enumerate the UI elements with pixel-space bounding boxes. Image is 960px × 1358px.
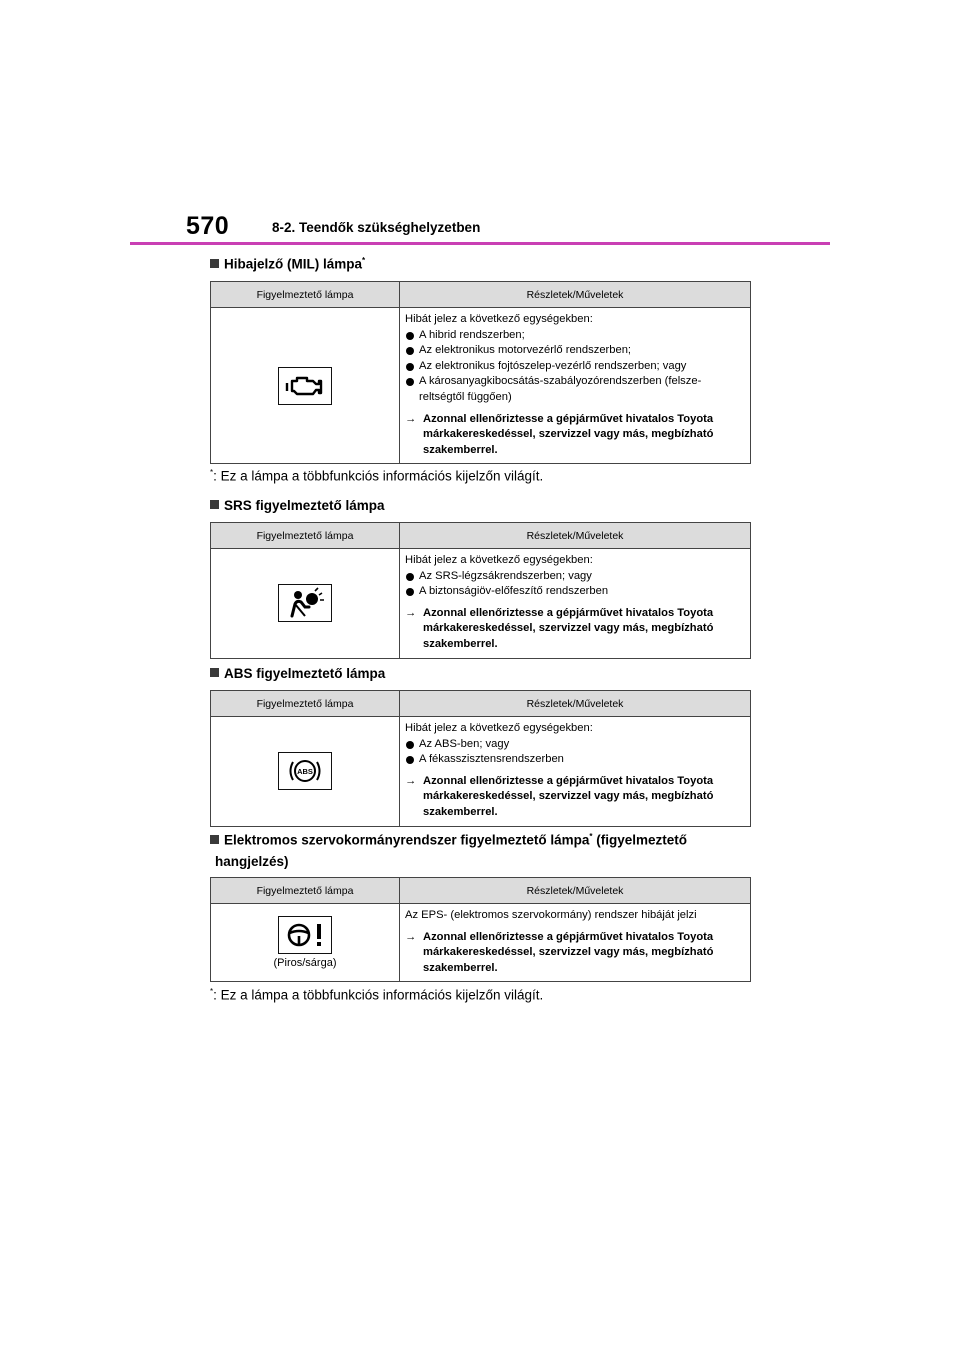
srs-details: Hibát jelez a következő egységekben: Az SRS-légzsákrendszerben; vagy A biztonságiöv-előfeszítő rendszerben → Azonnal ellenőriztesse a gépjárművet hivatalos Toyota márkakereskedéssel, szervizzel vagy más, megbízható szakemberrel. <box>400 549 751 659</box>
column-header-details: Részletek/Műveletek <box>400 878 751 904</box>
section-title-mil: Hibajelző (MIL) lámpa* <box>210 256 365 272</box>
srs-table <box>210 522 751 659</box>
arrow-icon: → <box>405 606 417 619</box>
abs-icon <box>278 752 332 790</box>
abs-table <box>210 690 751 827</box>
square-bullet-icon <box>210 259 219 268</box>
icon-caption: (Piros/sárga) <box>273 957 337 970</box>
page-header <box>130 212 830 248</box>
list-item: Az elektronikus fojtószelep-vezérlő rendszerben; vagy <box>405 359 744 375</box>
list-item: Az SRS-légzsákrendszerben; vagy <box>405 569 744 585</box>
eps-steering-warning-icon <box>278 916 332 954</box>
action-text: → Azonnal ellenőriztesse a gépjárművet hivatalos Toyota márkakereskedéssel, szervizzel vagy más, megbízható szakemberrel. <box>405 412 714 456</box>
column-header-lamp: Figyelmeztető lámpa <box>211 691 400 717</box>
action-text: → Azonnal ellenőriztesse a gépjárművet hivatalos Toyota márkakereskedéssel, szervizzel vagy más, megbízható szakemberrel. <box>405 930 714 974</box>
eps-table <box>210 877 751 982</box>
arrow-icon: → <box>405 774 417 787</box>
abs-details: Hibát jelez a következő egységekben: Az ABS-ben; vagy A fékasszisztensrendszerben → Azonnal ellenőriztesse a gépjárművet hivatalos Toyota márkakereskedéssel, szervizzel vagy más, megbízható szakemberrel. <box>400 717 751 827</box>
chapter-title: 8-2. Teendők szükséghelyzetben <box>272 220 481 235</box>
square-bullet-icon <box>210 835 219 844</box>
arrow-icon: → <box>405 930 417 943</box>
list-item: A biztonságiöv-előfeszítő rendszerben <box>405 584 744 600</box>
mil-details: Hibát jelez a következő egységekben: A hibrid rendszerben; Az elektronikus motorvezérlő rendszerben; Az elektronikus fojtószelep-vezérlő rendszerben; vagy A károsanyagkibocsátás-szabályozórendszerben (felsze-reltségtől függően) → Azonnal ellenőriztesse a gépjárművet hivatalos Toyota márkakereskedéssel, szervizzel vagy más, megbízható szakemberrel. <box>400 308 751 464</box>
header-rule <box>130 242 830 245</box>
mil-table <box>210 281 751 464</box>
square-bullet-icon <box>210 500 219 509</box>
check-engine-icon <box>278 367 332 405</box>
arrow-icon: → <box>405 412 417 425</box>
eps-details: Az EPS- (elektromos szervokormány) rendszer hibáját jelzi → Azonnal ellenőriztesse a gépjárművet hivatalos Toyota márkakereskedéssel, szervizzel vagy más, megbízható szakemberrel. <box>400 904 751 982</box>
list-item: A hibrid rendszerben; <box>405 328 744 344</box>
list-item: Az elektronikus motorvezérlő rendszerben; <box>405 343 744 359</box>
square-bullet-icon <box>210 668 219 677</box>
section-title-srs: SRS figyelmeztető lámpa <box>210 498 385 513</box>
action-text: → Azonnal ellenőriztesse a gépjárművet hivatalos Toyota márkakereskedéssel, szervizzel vagy más, megbízható szakemberrel. <box>405 774 714 818</box>
list-item: Az ABS-ben; vagy <box>405 737 744 753</box>
page-number: 570 <box>186 212 230 240</box>
section-title-abs: ABS figyelmeztető lámpa <box>210 666 385 681</box>
list-item: A károsanyagkibocsátás-szabályozórendszerben (felsze-reltségtől függően) <box>405 374 744 405</box>
section-title-eps: Elektromos szervokormányrendszer figyelmeztető lámpa* (figyelmeztető hangjelzés) <box>210 832 687 869</box>
srs-airbag-icon <box>278 584 332 622</box>
column-header-details: Részletek/Műveletek <box>400 282 751 308</box>
column-header-lamp: Figyelmeztető lámpa <box>211 523 400 549</box>
column-header-details: Részletek/Műveletek <box>400 523 751 549</box>
footnote-1: *: Ez a lámpa a többfunkciós információs kijelzőn világít. <box>210 468 544 484</box>
column-header-lamp: Figyelmeztető lámpa <box>211 878 400 904</box>
column-header-lamp: Figyelmeztető lámpa <box>211 282 400 308</box>
list-item: A fékasszisztensrendszerben <box>405 752 744 768</box>
abs-icon-text: ABS <box>297 767 313 777</box>
column-header-details: Részletek/Műveletek <box>400 691 751 717</box>
footnote-2: *: Ez a lámpa a többfunkciós információs kijelzőn világít. <box>210 987 544 1003</box>
action-text: → Azonnal ellenőriztesse a gépjárművet hivatalos Toyota márkakereskedéssel, szervizzel vagy más, megbízható szakemberrel. <box>405 606 714 650</box>
